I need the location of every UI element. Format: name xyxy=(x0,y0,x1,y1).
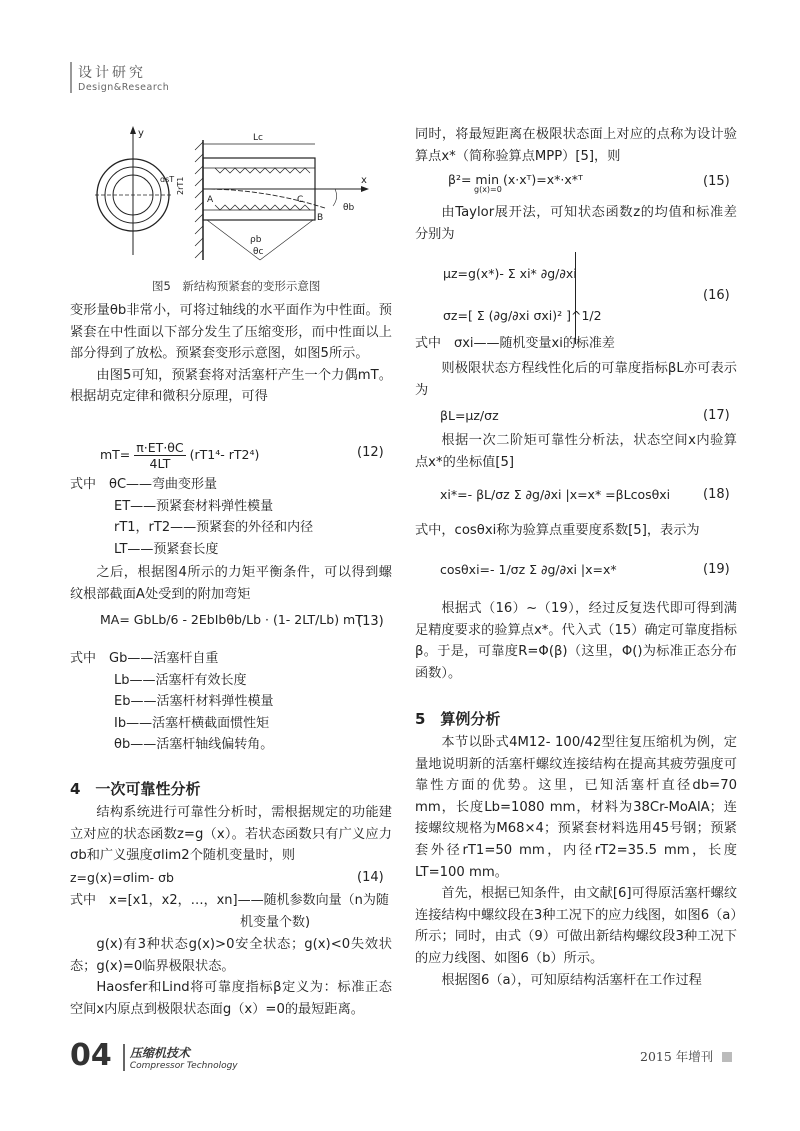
definition-item: rT1，rT2——预紧套的外径和内径 xyxy=(114,520,314,536)
definitions-13 xyxy=(70,648,392,756)
equation-19-number: (19) xyxy=(703,562,730,577)
paragraph: 根据式（16）~（19），经过反复迭代即可得到满足精度要求的验算点x*。代入式（15）确定可靠度指标β。于是，可靠度R=Φ(β)（这里，Φ()为标准正态分布函数）。 xyxy=(415,601,737,681)
paragraph: 本节以卧式4M12- 100/42型往复压缩机为例，定量地说明新的活塞杆螺纹连接结构在提高其疲劳强度可靠性方面的优势。这里，已知活塞杆直径db=70 mm，长度Lb=1080 mm，材料为38Cr-MoAlA；连接螺纹规格为M68×4；预紧套材料选用45号钢；预紧套外径rT1=50 mm，内径rT2=35.5 mm，长度LT=100 mm。 xyxy=(415,735,737,880)
definition-item: Lb——活塞杆有效长度 xyxy=(114,672,247,688)
equation-14: z=g(x)=σlim- σb xyxy=(70,870,174,885)
paragraph: 之后，根据图4所示的力矩平衡条件，可以得到螺纹根部截面A处受到的附加弯矩 xyxy=(70,565,392,602)
svg-text:dsT: dsT xyxy=(160,175,175,184)
equation-15 xyxy=(448,172,583,194)
svg-text:ρb: ρb xyxy=(250,235,262,245)
page-number: 04 xyxy=(70,1038,112,1073)
left-column-3 xyxy=(70,802,392,867)
svg-text:B: B xyxy=(317,213,324,223)
equation-12 xyxy=(100,440,259,471)
definition-item: θb——活塞杆轴线偏转角。 xyxy=(114,737,274,753)
journal-name: 压缩机技术 xyxy=(129,1046,190,1060)
journal-logo xyxy=(123,1044,238,1071)
paragraph: 式中，cosθxi称为验算点重要度系数[5]，表示为 xyxy=(415,523,700,538)
footer-right xyxy=(640,1046,732,1065)
equation-16-std: σz=[ Σ (∂g/∂xi σxi)² ]^1/2 xyxy=(443,308,602,323)
paragraph: 根据一次二阶矩可靠性分析法，状态空间x内验算点x*的坐标值[5] xyxy=(415,433,737,470)
equation-17: βL=μz/σz xyxy=(440,408,499,423)
equation-14-number: (14) xyxy=(357,870,384,885)
paragraph: 变形量θb非常小，可将过轴线的水平面作为中性面。预紧套在中性面以下部分发生了压缩变形，而中性面以上部分得到了放松。预紧套变形示意图，如图5所示。 xyxy=(70,303,392,362)
definition-item: 机变量个数) xyxy=(240,914,311,930)
running-header xyxy=(70,62,169,93)
equation-15-subscript: g(x)=0 xyxy=(474,185,502,194)
left-column-4 xyxy=(70,934,392,1020)
right-column-7 xyxy=(415,732,737,991)
equation-12-fraction xyxy=(134,440,185,471)
footer-left xyxy=(70,1038,238,1073)
paragraph: 则极限状态方程线性化后的可靠度指标βL亦可表示为 xyxy=(415,361,737,398)
definition-item: LT——预紧套长度 xyxy=(114,541,219,557)
equation-15-body: β²= min (x·xᵀ)=x*·x*ᵀ xyxy=(448,172,583,187)
svg-text:θc: θc xyxy=(253,247,264,257)
header-subtitle: Design&Research xyxy=(78,82,170,93)
right-column-2 xyxy=(415,202,737,245)
right-column xyxy=(415,124,737,167)
figure-5-drawing xyxy=(95,120,395,270)
paragraph: Haosfer和Lind将可靠度指标β定义为：标准正态空间x内原点到极限状态面g（x）=0的最短距离。 xyxy=(70,980,392,1017)
equation-12-number: (12) xyxy=(357,445,384,460)
issue-label: 2015 年增刊 xyxy=(640,1049,714,1064)
paragraph: 根据图6（a），可知原结构活塞杆在工作过程 xyxy=(441,972,702,988)
left-column-2 xyxy=(70,562,392,605)
equation-16 xyxy=(435,252,602,344)
svg-text:θb: θb xyxy=(343,203,355,213)
equation-19: cosθxi=- 1/σz Σ ∂g/∂xi |x=x* xyxy=(440,562,617,577)
definition-item: 式中 θC——弯曲变形量 xyxy=(70,477,218,492)
right-column-5 xyxy=(415,520,737,542)
definition-item: 式中 x=[x1，x2，…，xn]——随机参数向量（n为随 xyxy=(70,893,389,908)
equation-18-number: (18) xyxy=(703,487,730,502)
svg-text:Lc: Lc xyxy=(253,133,263,143)
paragraph: 结构系统进行可靠性分析时，需根据规定的功能建立对应的状态函数z=g（x）。若状态函数只有广义应力σb和广义强度σlim2个随机变量时，则 xyxy=(70,805,392,864)
section-heading-5: 5 算例分析 xyxy=(415,710,501,728)
right-column-3 xyxy=(415,358,737,401)
equation-15-number: (15) xyxy=(703,174,730,189)
right-column-4 xyxy=(415,430,737,473)
equation-16-number: (16) xyxy=(703,288,730,303)
svg-text:A: A xyxy=(207,195,214,205)
paragraph: g(x)有3种状态g(x)>0安全状态；g(x)<0失效状态；g(x)=0临界极限状态。 xyxy=(70,937,392,974)
figure-5-caption: 图5 新结构预紧套的变形示意图 xyxy=(152,279,321,293)
svg-text:x: x xyxy=(361,175,367,186)
definitions-12 xyxy=(70,474,392,560)
svg-text:y: y xyxy=(138,128,144,139)
equation-16-mean: μz=g(x*)- Σ xi* ∂g/∂xi xyxy=(443,266,577,281)
definition-16: 式中 σxi——随机变量xi的标准差 xyxy=(415,336,615,351)
left-column xyxy=(70,300,392,408)
paragraph: 由图5可知，预紧套将对活塞杆产生一个力偶mT。根据胡克定律和微积分原理，可得 xyxy=(70,367,392,405)
paragraph: 由Taylor展开法，可知状态函数z的均值和标准差分别为 xyxy=(415,205,737,242)
definition-item: Eb——活塞杆材料弹性模量 xyxy=(114,694,274,710)
equation-12-lhs: mT= xyxy=(100,447,131,462)
footer-block-icon xyxy=(722,1052,732,1062)
equation-18: xi*=- βL/σz Σ ∂g/∂xi |x=x* =βLcosθxi xyxy=(440,487,671,502)
paragraph: 同时，将最短距离在极限状态面上对应的点称为设计验算点x*（简称验算点MPP）[5]，则 xyxy=(415,127,737,164)
equation-13: MA= GbLb/6 - 2EbIbθb/Lb · (1- 2LT/Lb) mT xyxy=(100,612,363,627)
svg-text:2rT1: 2rT1 xyxy=(176,176,185,195)
equation-12-numerator: π·ET·θC xyxy=(136,440,184,455)
section-heading-4: 4 一次可靠性分析 xyxy=(70,780,201,798)
paragraph: 首先，根据已知条件，由文献[6]可得原活塞杆螺纹连接结构中螺纹段在3种工况下的应力线图，如图6（a）所示；同时，由式（9）可做出新结构螺纹段3种工况下的应力线图、如图6（b）所示。 xyxy=(415,886,738,966)
figure-5 xyxy=(95,120,395,270)
definition-item: ET——预紧套材料弹性模量 xyxy=(114,498,274,514)
header-title: 设计研究 xyxy=(78,65,146,81)
equation-17-number: (17) xyxy=(703,408,730,423)
equation-13-number: (13) xyxy=(357,614,384,629)
right-column-6 xyxy=(415,598,737,684)
equation-12-tail: (rT1⁴- rT2⁴) xyxy=(189,447,260,462)
definition-item: Ib——活塞杆横截面惯性矩 xyxy=(114,715,270,731)
definition-item: 式中 Gb——活塞杆自重 xyxy=(70,651,219,666)
journal-name-en: Compressor Technology xyxy=(129,1061,238,1071)
definitions-14 xyxy=(70,890,392,933)
svg-text:C: C xyxy=(297,195,304,205)
equation-12-denominator: 4LT xyxy=(149,456,171,471)
